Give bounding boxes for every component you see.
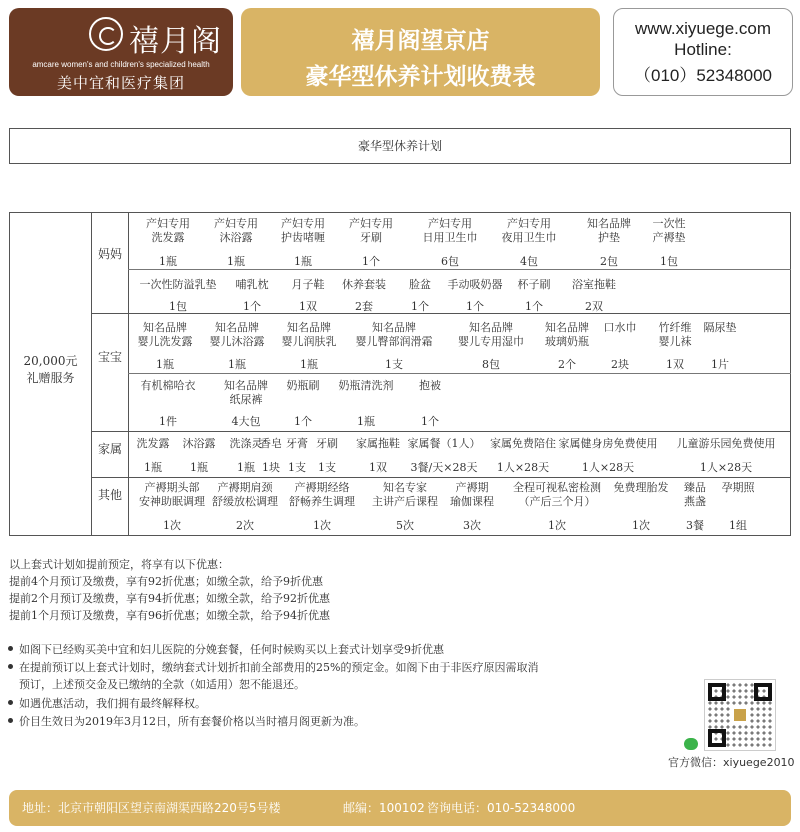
item-name: 知名品牌 婴儿润肤乳 — [281, 321, 337, 348]
note-item: 价目生效日为2019年3月12日，所有套餐价格以当时禧月阁更新为准。 — [9, 713, 365, 730]
item-quantity: 1个 — [525, 300, 543, 313]
item-quantity: 2块 — [611, 358, 629, 371]
category-family: 家属 — [97, 442, 122, 456]
item-name: 牙膏 — [286, 437, 308, 450]
discount-intro: 以上套式计划如提前预定，将享有以下优惠： — [9, 558, 229, 571]
item-name: 隔尿垫 — [703, 321, 737, 334]
category-other: 其他 — [97, 488, 122, 502]
item-quantity: 2次 — [236, 519, 254, 532]
discount-line: 提前1个月预订及缴费，享有96折优惠；如缴全款，给予94折优惠 — [9, 609, 330, 622]
item-quantity: 1块 — [262, 461, 280, 474]
item-name: 月子鞋 — [291, 278, 325, 291]
item-quantity: 1双 — [666, 358, 684, 371]
item-quantity: 1瓶 — [237, 461, 255, 474]
item-quantity: 1双 — [299, 300, 317, 313]
item-quantity: 1瓶 — [357, 415, 375, 428]
item-name: 洗涤灵 — [229, 437, 263, 450]
item-quantity: 1瓶 — [294, 255, 312, 268]
item-quantity: 1瓶 — [156, 358, 174, 371]
item-quantity: 1支 — [385, 358, 403, 371]
item-name: 产褥期头部 安神助眠调理 — [139, 481, 205, 508]
note-item: 在提前预订以上套式计划时，缴纳套式计划折扣前全部费用的25%的预定金。如阁下由于非医疗原因需取消 — [9, 659, 538, 676]
item-name: 香皂 — [260, 437, 282, 450]
item-name: 知名品牌 玻璃奶瓶 — [545, 321, 589, 348]
item-name: 产妇专用 护齿啫喱 — [281, 217, 325, 244]
item-quantity: 1瓶 — [227, 255, 245, 268]
discount-notes — [9, 556, 330, 624]
item-name: 知名品牌 婴儿臀部润滑霜 — [355, 321, 433, 348]
item-quantity: 1人×28天 — [581, 461, 635, 474]
item-quantity: 1瓶 — [159, 255, 177, 268]
item-name: 知名品牌 护垫 — [587, 217, 631, 244]
item-quantity: 8包 — [482, 358, 500, 371]
item-name: 知名品牌 婴儿沐浴露 — [209, 321, 265, 348]
wechat-qr-code — [704, 679, 776, 751]
item-name: 口水巾 — [603, 321, 637, 334]
hotline-number: （010）52348000 — [633, 66, 772, 85]
logo-english: amcare women's and children's specialized health — [32, 60, 210, 69]
item-quantity: 3餐 — [686, 519, 704, 532]
item-quantity: 1个 — [294, 415, 312, 428]
item-quantity: 3餐/天×28天 — [410, 461, 478, 474]
item-quantity: 1件 — [159, 415, 177, 428]
note-item: 如遇优惠活动，我们拥有最终解释权。 — [9, 695, 206, 712]
item-name: 浴室拖鞋 — [572, 278, 616, 291]
item-quantity: 1次 — [548, 519, 566, 532]
item-quantity: 1包 — [660, 255, 678, 268]
contact-box — [613, 8, 793, 96]
item-name: 家属免费陪住 — [490, 437, 556, 450]
item-name: 儿童游乐园免费使用 — [676, 437, 776, 450]
item-name: 哺乳枕 — [235, 278, 269, 291]
item-name: 知名品牌 婴儿专用湿巾 — [458, 321, 524, 348]
item-quantity: 1支 — [288, 461, 306, 474]
item-name: 免费理胎发 — [613, 481, 669, 494]
item-quantity: 1瓶 — [300, 358, 318, 371]
item-quantity: 1瓶 — [144, 461, 162, 474]
item-quantity: 1组 — [729, 519, 747, 532]
logo-emblem-icon — [89, 17, 123, 51]
item-name: 家属餐（1人） — [407, 437, 481, 450]
item-name: 知名专家 主讲产后课程 — [372, 481, 438, 508]
item-name: 脸盆 — [409, 278, 431, 291]
item-name: 知名品牌 婴儿洗发露 — [137, 321, 193, 348]
logo-name: 禧月阁 — [129, 24, 222, 59]
item-quantity: 4大包 — [231, 415, 261, 428]
discount-line: 提前2个月预订及缴费，享有94折优惠；如缴全款，给予92折优惠 — [9, 592, 330, 605]
title-store: 禧月阁望京店 — [351, 28, 490, 54]
item-quantity: 1支 — [318, 461, 336, 474]
fee-table — [9, 212, 791, 536]
footer-postcode: 邮编：100102 — [343, 801, 425, 815]
item-name: 全程可视私密检测 （产后三个月） — [513, 481, 601, 508]
item-name: 休养套装 — [342, 278, 386, 291]
item-quantity: 2套 — [355, 300, 373, 313]
wechat-account: 官方微信：xiyuege2010 — [668, 756, 795, 769]
group-name: 美中宜和医疗集团 — [56, 74, 185, 92]
wechat-icon — [684, 738, 698, 750]
item-name: 手动吸奶器 — [447, 278, 503, 291]
item-name: 竹纤维 婴儿袜 — [658, 321, 692, 348]
footer-address: 地址：北京市朝阳区望京南湖渠西路220号5号楼 — [22, 801, 281, 815]
item-name: 臻品 燕盏 — [684, 481, 706, 508]
gift-service — [10, 353, 91, 387]
item-name: 一次性防溢乳垫 — [139, 278, 217, 291]
item-name: 牙刷 — [316, 437, 338, 450]
item-quantity: 1次 — [632, 519, 650, 532]
item-name: 家属拖鞋 — [356, 437, 400, 450]
item-name: 孕期照 — [721, 481, 755, 494]
item-name: 产妇专用 日用卫生巾 — [422, 217, 478, 244]
note-item-continued: 预订，上述预交金及已缴纳的全款（如适用）恕不能退还。 — [19, 678, 305, 691]
item-name: 产妇专用 夜用卫生巾 — [501, 217, 557, 244]
gift-label: 礼赠服务 — [26, 371, 75, 385]
item-quantity: 5次 — [396, 519, 414, 532]
item-quantity: 1个 — [466, 300, 484, 313]
item-quantity: 1瓶 — [190, 461, 208, 474]
item-name: 一次性 产褥垫 — [652, 217, 686, 244]
item-name: 知名品牌 纸尿裤 — [224, 379, 268, 406]
item-name: 产妇专用 牙刷 — [349, 217, 393, 244]
note-item: 如阁下已经购买美中宜和妇儿医院的分娩套餐，任何时候购买以上套式计划享受9折优惠 — [9, 641, 444, 658]
item-quantity: 4包 — [520, 255, 538, 268]
item-quantity: 2包 — [600, 255, 618, 268]
plan-title: 豪华型休养计划 — [9, 128, 791, 164]
item-name: 奶瓶清洗剂 — [338, 379, 394, 392]
item-name: 杯子刷 — [517, 278, 551, 291]
item-name: 产妇专用 沐浴露 — [214, 217, 258, 244]
item-quantity: 1个 — [243, 300, 261, 313]
item-quantity: 1片 — [711, 358, 729, 371]
item-quantity: 1人×28天 — [496, 461, 550, 474]
title-table: 豪华型休养计划收费表 — [305, 64, 536, 90]
item-name: 洗发露 — [136, 437, 170, 450]
item-name: 产褥期经络 舒畅养生调理 — [289, 481, 355, 508]
item-name: 有机棉哈衣 — [140, 379, 196, 392]
item-quantity: 2双 — [585, 300, 603, 313]
item-quantity: 3次 — [463, 519, 481, 532]
hotline-label: Hotline: — [674, 40, 732, 59]
item-name: 沐浴露 — [182, 437, 216, 450]
item-name: 抱被 — [419, 379, 441, 392]
item-quantity: 6包 — [441, 255, 459, 268]
item-quantity: 1包 — [169, 300, 187, 313]
item-quantity: 1人×28天 — [699, 461, 753, 474]
footer-phone: 咨询电话：010-52348000 — [427, 801, 576, 815]
item-quantity: 1个 — [411, 300, 429, 313]
page-title — [241, 8, 600, 96]
item-quantity: 1次 — [163, 519, 181, 532]
item-name: 家属健身房免费使用 — [558, 437, 658, 450]
item-quantity: 1次 — [313, 519, 331, 532]
item-name: 产褥期 瑜伽课程 — [450, 481, 494, 508]
item-quantity: 1双 — [369, 461, 387, 474]
brand-logo — [9, 8, 233, 96]
category-baby: 宝宝 — [97, 350, 122, 364]
discount-line: 提前4个月预订及缴费，享有92折优惠；如缴全款，给予9折优惠 — [9, 575, 323, 588]
item-name: 产褥期肩颈 舒缓放松调理 — [212, 481, 278, 508]
gift-amount: 20,000元 — [23, 354, 78, 368]
website-link[interactable]: www.xiyuege.com — [634, 19, 772, 38]
item-quantity: 1个 — [362, 255, 380, 268]
footer-bar — [9, 790, 791, 826]
item-quantity: 1瓶 — [228, 358, 246, 371]
item-quantity: 1个 — [421, 415, 439, 428]
item-quantity: 2个 — [558, 358, 576, 371]
item-name: 产妇专用 洗发露 — [146, 217, 190, 244]
item-name: 奶瓶刷 — [286, 379, 320, 392]
category-mom: 妈妈 — [97, 247, 122, 261]
